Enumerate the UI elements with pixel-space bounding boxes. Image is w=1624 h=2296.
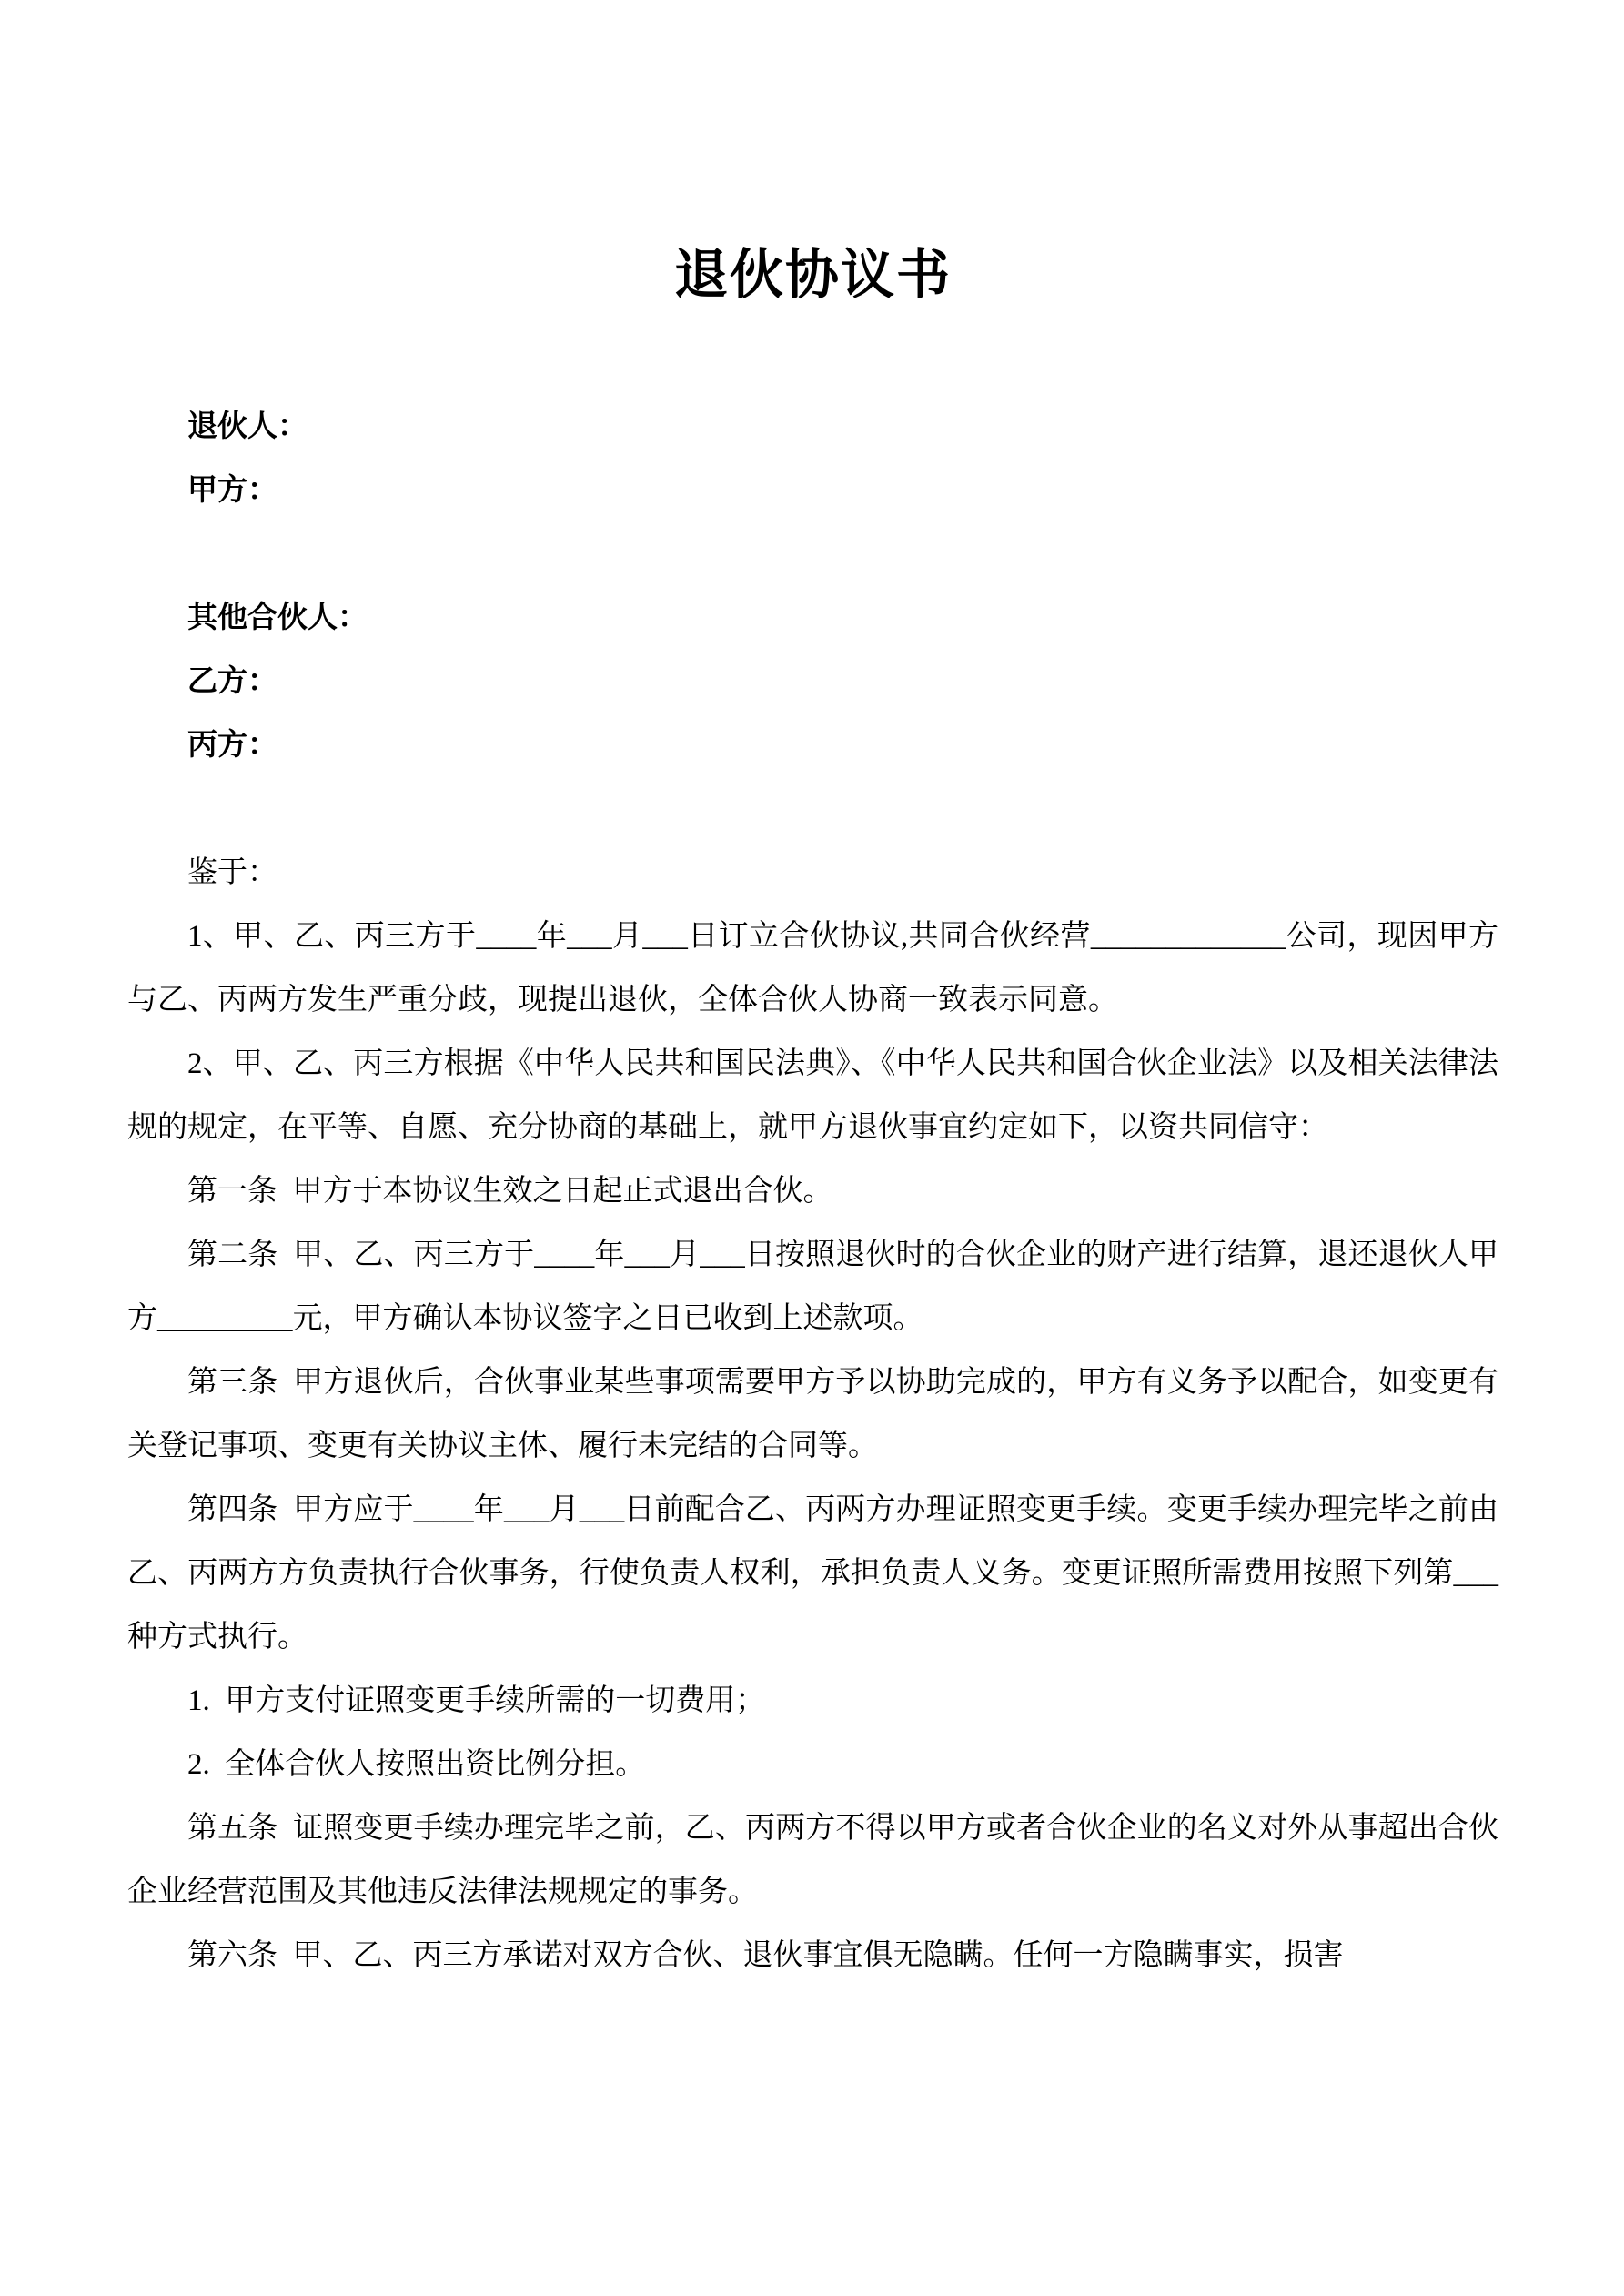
list-item: 2. 全体合伙人按照出资比例分担。 [187, 1748, 646, 1781]
body-paragraph: 第三条 甲方退伙后，合伙事业某些事项需要甲方予以协助完成的，甲方有义务予以配合，如变更有关登记事项、变更有关协议主体、履行未完结的合同等。 [127, 1366, 1498, 1462]
party-label: 其他合伙人： [187, 602, 368, 634]
body-paragraph: 第二条 甲、乙、丙三方于____年___月___日按照退伙时的合伙企业的财产进行结算，退还退伙人甲方_________元，甲方确认本协议签字之日已收到上述款项。 [127, 1239, 1498, 1335]
party-label: 乙方： [187, 665, 277, 698]
blank-line [127, 522, 1498, 586]
document-title: 退伙协议书 [673, 245, 952, 305]
blank-line [127, 777, 1498, 841]
list-item: 1. 甲方支付证照变更手续所需的一切费用； [187, 1684, 766, 1717]
document-body [127, 395, 1498, 1988]
party-label: 退伙人： [187, 410, 308, 443]
party-label: 丙方： [187, 729, 277, 762]
body-paragraph: 第一条 甲方于本协议生效之日起正式退出合伙。 [187, 1175, 833, 1208]
party-label: 甲方： [187, 474, 277, 507]
body-paragraph: 第四条 甲方应于____年___月___日前配合乙、丙两方办理证照变更手续。变更手续办理完毕之前由乙、丙两方方负责执行合伙事务，行使负责人权利，承担负责人义务。变更证照所需费用按照下列第___种方式执行。 [127, 1493, 1498, 1654]
body-paragraph: 第五条 证照变更手续办理完毕之前，乙、丙两方不得以甲方或者合伙企业的名义对外从事超出合伙企业经营范围及其他违反法律法规规定的事务。 [127, 1812, 1498, 1908]
body-paragraph: 1、甲、乙、丙三方于____年___月___日订立合伙协议,共同合伙经营_____________公司，现因甲方与乙、丙两方发生严重分歧，现提出退伙，全体合伙人协商一致表示同意。 [127, 920, 1498, 1017]
body-paragraph: 第六条 甲、乙、丙三方承诺对双方合伙、退伙事宜俱无隐瞒。任何一方隐瞒事实，损害 [187, 1939, 1344, 1972]
body-paragraph: 2、甲、乙、丙三方根据《中华人民共和国民法典》、《中华人民共和国合伙企业法》以及相关法律法规的规定，在平等、自愿、充分协商的基础上，就甲方退伙事宜约定如下，以资共同信守： [127, 1047, 1498, 1144]
body-paragraph: 鉴于： [187, 856, 277, 889]
